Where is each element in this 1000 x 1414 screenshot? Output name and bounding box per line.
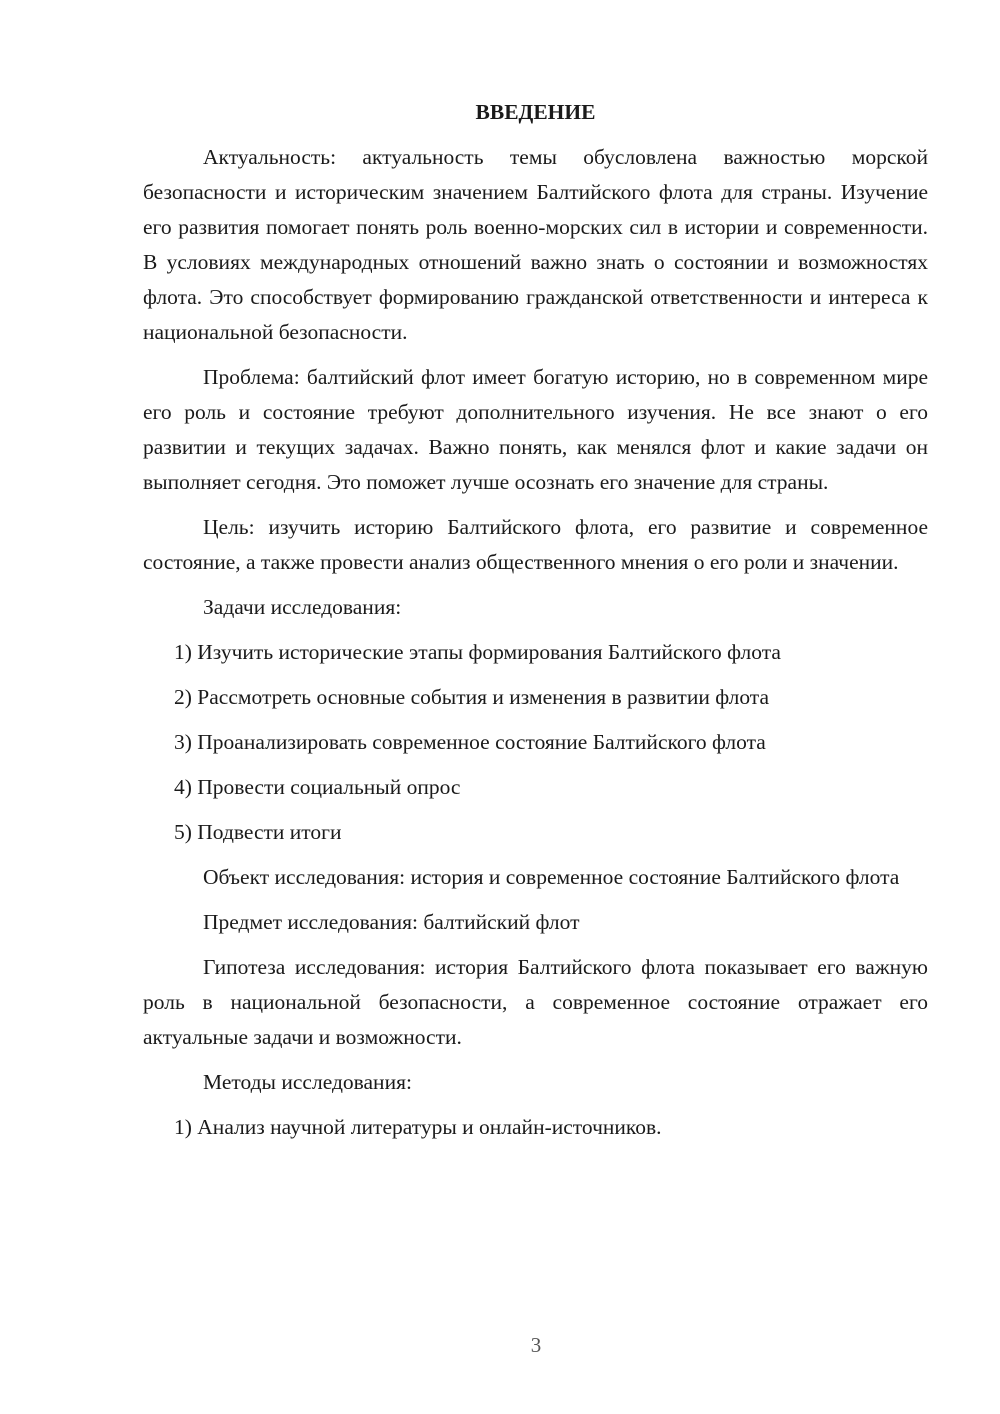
list-item: 2) Рассмотреть основные события и изменения в развитии флота: [174, 685, 770, 709]
subject-line: Предмет исследования: балтийский флот: [203, 910, 580, 934]
page-number: 3: [530, 1333, 542, 1357]
list-item: 1) Анализ научной литературы и онлайн-источников.: [174, 1115, 662, 1139]
object-paragraph: Объект исследования: история и современное состояние Балтийского флота: [203, 865, 900, 889]
document-page: [143, 95, 928, 1155]
tasks-list: [143, 635, 928, 850]
problem-paragraph: Проблема: балтийский флот имеет богатую историю, но в современном мире его роль и состояние требуют дополнительного изучения. Не все знают о его развитии и текущих задачах. Важно понять, как менялся флот и какие задачи он выполняет сегодня. Это поможет лучше осознать его значение для страны.: [143, 365, 928, 494]
methods-heading: Методы исследования:: [203, 1070, 412, 1094]
section-title: ВВЕДЕНИЕ: [475, 100, 596, 124]
list-item: 4) Провести социальный опрос: [174, 775, 461, 799]
relevance-paragraph: Актуальность: актуальность темы обусловлена важностью морской безопасности и историческим значением Балтийского флота для страны. Изучение его развития помогает понять роль военно-морских сил в истории и современности. В условиях международных отношений важно знать о состоянии и возможностях флота. Это способствует формированию гражданской ответственности и интереса к национальной безопасности.: [143, 145, 928, 344]
tasks-heading: Задачи исследования:: [203, 595, 402, 619]
list-item: 5) Подвести итоги: [174, 820, 342, 844]
list-item: 3) Проанализировать современное состояние Балтийского флота: [174, 730, 766, 754]
list-item: 1) Изучить исторические этапы формирования Балтийского флота: [174, 640, 781, 664]
hypothesis-paragraph: Гипотеза исследования: история Балтийского флота показывает его важную роль в национальной безопасности, а современное состояние отражает его актуальные задачи и возможности.: [143, 955, 928, 1049]
methods-list: [143, 1110, 928, 1145]
goal-paragraph: Цель: изучить историю Балтийского флота, его развитие и современное состояние, а также провести анализ общественного мнения о его роли и значении.: [143, 515, 928, 574]
